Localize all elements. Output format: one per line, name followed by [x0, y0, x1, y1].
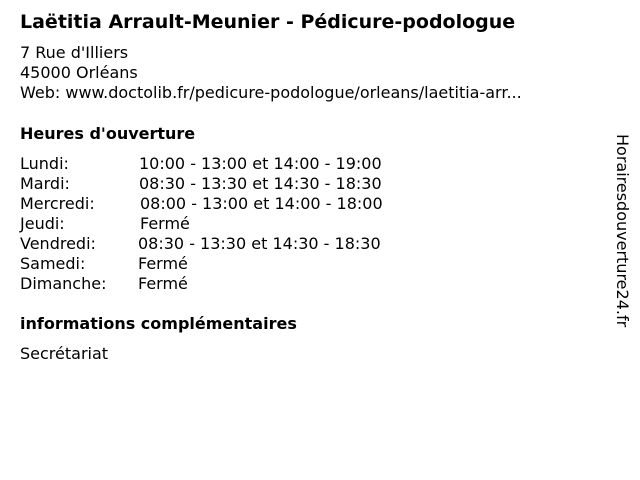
site-watermark: Horairesdouverture24.fr: [613, 134, 632, 328]
extra-info-heading: informations complémentaires: [20, 314, 297, 333]
day-label: Mardi:: [20, 174, 70, 193]
website-link[interactable]: Web: www.doctolib.fr/pedicure-podologue/orleans/laetitia-arr...: [20, 83, 522, 102]
day-label: Samedi:: [20, 254, 86, 273]
time-value: 08:30 - 13:30 et 14:30 - 18:30: [139, 174, 382, 193]
time-value: Fermé: [138, 254, 188, 273]
day-label: Dimanche:: [20, 274, 107, 293]
page-title: Laëtitia Arrault-Meunier - Pédicure-podologue: [20, 11, 516, 33]
extra-info-text: Secrétariat: [20, 344, 109, 363]
time-value: Fermé: [140, 214, 190, 233]
time-value: 10:00 - 13:00 et 14:00 - 19:00: [139, 154, 382, 173]
day-label: Mercredi:: [20, 194, 95, 213]
day-label: Vendredi:: [20, 234, 96, 253]
time-value: Fermé: [138, 274, 188, 293]
address-street: 7 Rue d'Illiers: [20, 43, 129, 62]
hours-heading: Heures d'ouverture: [20, 124, 196, 143]
time-value: 08:30 - 13:30 et 14:30 - 18:30: [138, 234, 381, 253]
address-block: [20, 43, 522, 103]
address-city: 45000 Orléans: [20, 63, 138, 82]
day-label: Jeudi:: [20, 214, 65, 233]
time-value: 08:00 - 13:00 et 14:00 - 18:00: [140, 194, 383, 213]
day-label: Lundi:: [20, 154, 69, 173]
